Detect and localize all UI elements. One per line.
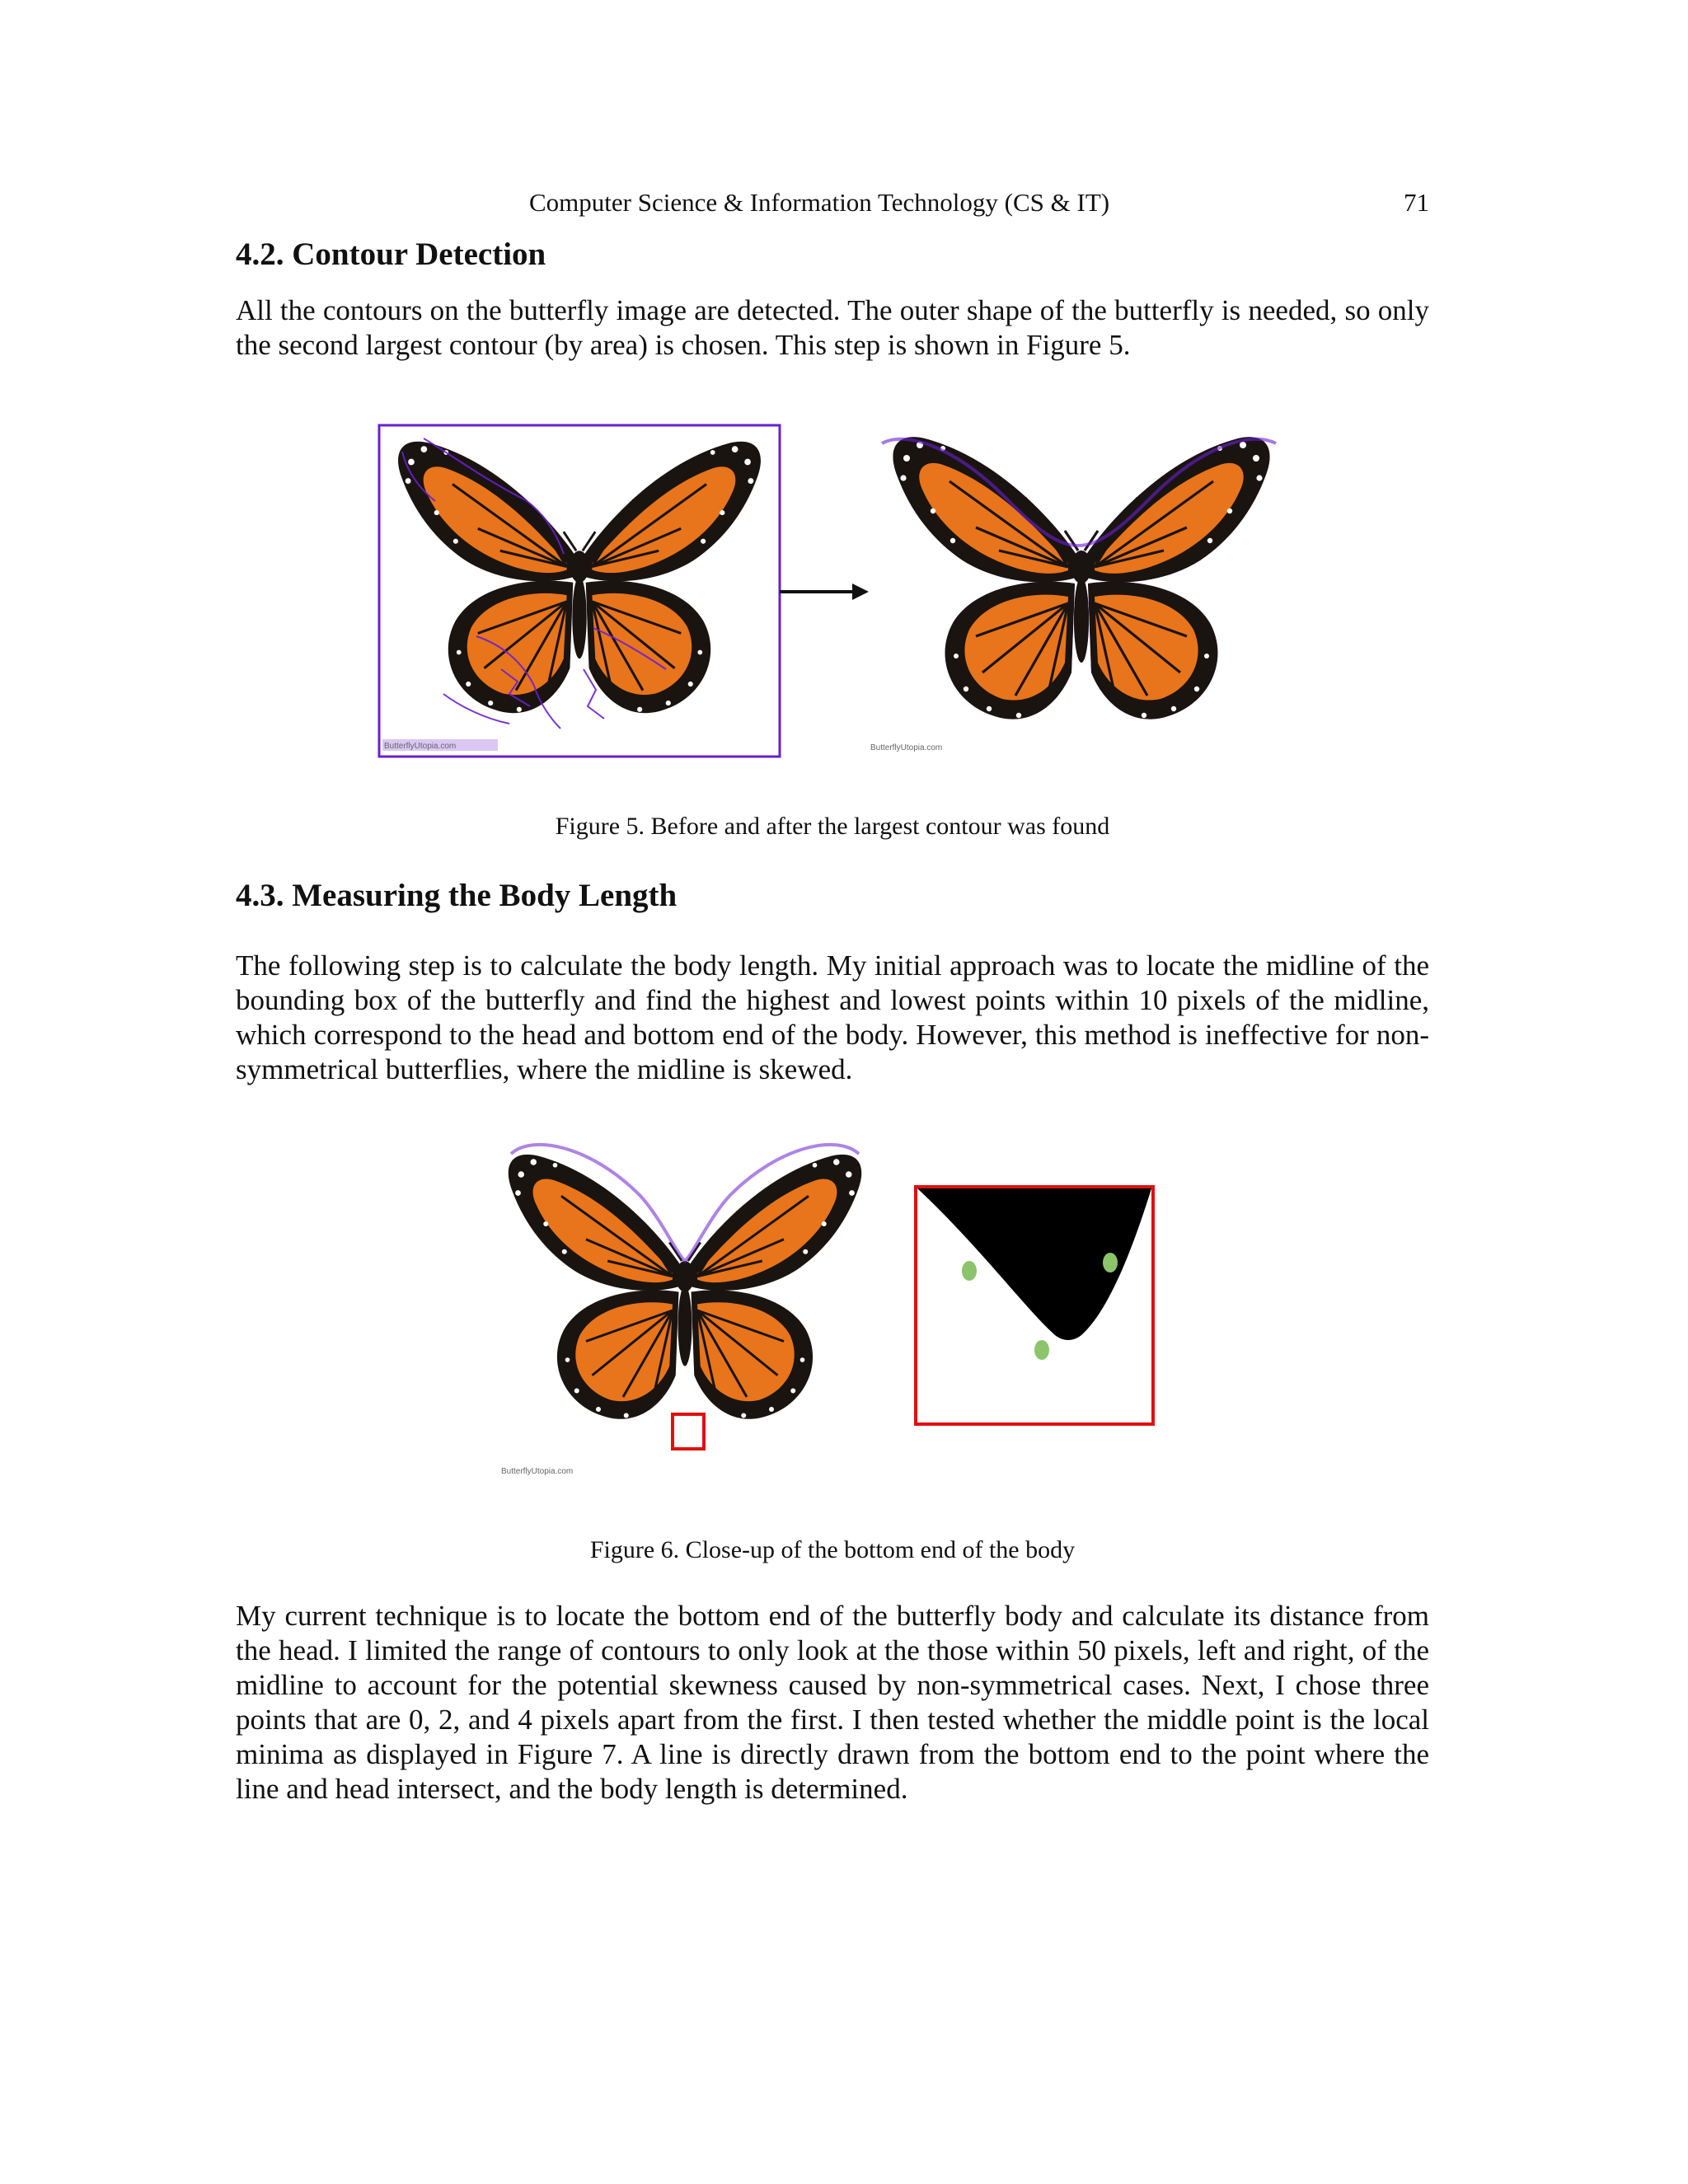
paragraph-body-length-1: The following step is to calculate the body length. My initial approach was to locate the midline of the bounding box of the butterfly and find the highest and lowest points within 10 pixels of the midline, which correspond to the head and bottom end of the body. However, this method is ineffective for non-symmetrical butterflies, where the midline is skewed. <box>236 949 1429 1085</box>
section-heading-body-length: 4.3. Measuring the Body Length <box>236 878 678 913</box>
figure-5-watermark-left: ButterflyUtopia.com <box>384 742 457 751</box>
local-minimum-point <box>1034 1340 1049 1360</box>
figure-6 <box>499 1129 1184 1485</box>
paragraph-contour-detection: All the contours on the butterfly image are detected. The outer shape of the butterfly is needed, so only the second largest contour (by area) is chosen. This step is shown in Figure 5. <box>236 294 1429 361</box>
section-heading-contour-detection: 4.2. Contour Detection <box>236 237 546 272</box>
figure-5-before-image <box>379 425 780 757</box>
figure-6-watermark: ButterflyUtopia.com <box>501 1467 574 1476</box>
figure-5-caption: Figure 5. Before and after the largest contour was found <box>555 813 1110 840</box>
arrow-icon <box>780 583 869 600</box>
bottom-end-marker <box>673 1414 704 1449</box>
page-number: 71 <box>1404 188 1429 217</box>
journal-title: Computer Science & Information Technology (CS & IT) <box>529 188 1110 217</box>
figure-5 <box>377 422 1301 760</box>
figure-6-butterfly-image <box>501 1145 861 1476</box>
paragraph-body-length-2: My current technique is to locate the bottom end of the butterfly body and calculate its distance from the head. I limited the range of contours to only look at the those within 50 pixels, left and right, of the midline to account for the potential skewness caused by non-symmetrical cases. Next, I chose three points that are 0, 2, and 4 pixels apart from the first. I then tested whether the middle point is the local minima as displayed in Figure 7. A line is directly drawn from the bottom end to the point where the line and head intersect, and the body length is determined. <box>236 1600 1429 1805</box>
figure-6-caption: Figure 6. Close-up of the bottom end of the body <box>589 1536 1076 1563</box>
local-point-left <box>962 1261 977 1281</box>
figure-6-closeup-image <box>916 1187 1153 1424</box>
figure-5-after-image <box>870 437 1276 752</box>
local-point-right <box>1103 1253 1118 1272</box>
figure-5-watermark-right: ButterflyUtopia.com <box>870 743 943 752</box>
